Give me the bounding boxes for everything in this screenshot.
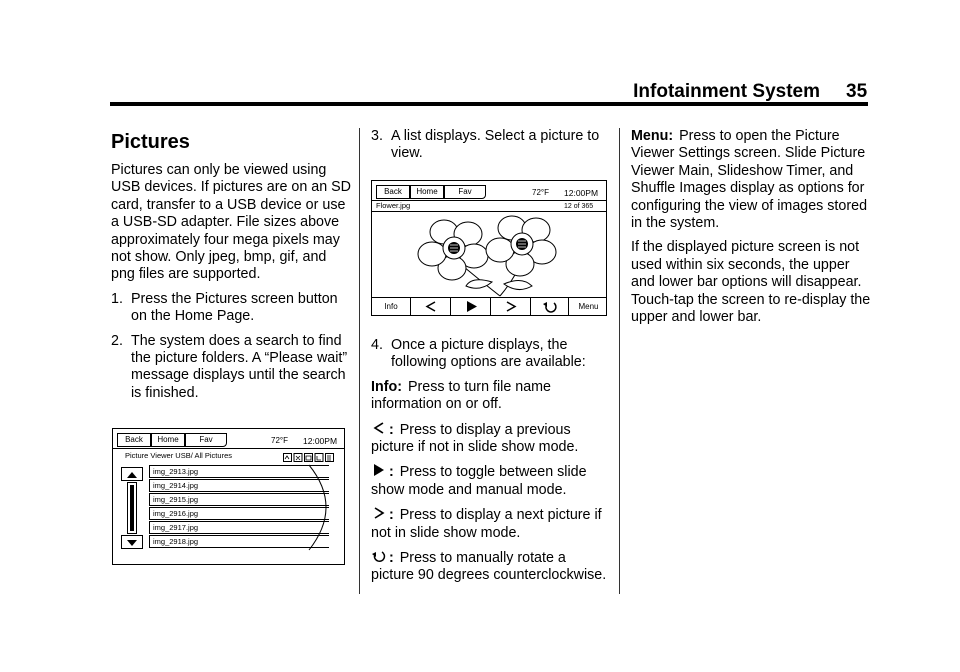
temperature: 72°F [532, 188, 549, 197]
column-2-continued [371, 337, 611, 592]
file-list-item[interactable]: img_2915.jpg [149, 493, 329, 506]
next-icon [491, 298, 531, 315]
step-number: 1. [111, 290, 123, 307]
previous-icon [411, 298, 451, 315]
option-play [371, 463, 611, 499]
play-icon [371, 463, 387, 477]
play-icon [451, 298, 491, 315]
picture-list-screen [112, 428, 345, 565]
info-button[interactable]: Info [384, 302, 398, 311]
icon-colon: : [389, 464, 394, 481]
column-divider-2 [619, 128, 620, 594]
top-bar-divider [113, 448, 344, 449]
option-text: Press to display a next picture if not in slide show mode. [371, 507, 602, 541]
scrollbar-thumb[interactable] [130, 485, 134, 531]
fav-button[interactable]: Fav [444, 185, 486, 199]
step-text: A list displays. Select a picture to view. [391, 128, 600, 162]
menu-button[interactable]: Menu [568, 298, 608, 315]
scroll-up-button[interactable] [121, 467, 143, 481]
next-button[interactable] [490, 298, 530, 315]
step-text: Once a picture displays, the following options are available: [391, 337, 586, 371]
option-text: Press to manually rotate a picture 90 degrees counterclockwise. [371, 550, 607, 584]
scroll-down-button[interactable] [121, 535, 143, 549]
back-button[interactable]: Back [376, 185, 410, 199]
option-text: Press to toggle between slide show mode and manual mode. [371, 464, 587, 498]
file-list-item[interactable]: img_2917.jpg [149, 521, 329, 534]
option-info [371, 379, 611, 414]
step-number: 2. [111, 332, 123, 349]
file-list-item[interactable]: img_2916.jpg [149, 507, 329, 520]
previous-icon [371, 421, 387, 435]
option-menu [631, 128, 871, 232]
option-next [371, 506, 611, 542]
column-1 [111, 128, 351, 409]
page-number: 35 [846, 81, 868, 102]
picture-counter: 12 of 365 [564, 203, 594, 210]
icon-colon: : [389, 507, 394, 524]
closing-paragraph: If the displayed picture screen is not used within six seconds, the upper and lower bar options will disappear. Touch-tap the screen to re-display the upper and lower bar. [631, 239, 871, 326]
previous-button[interactable] [410, 298, 450, 315]
column-divider-1 [359, 128, 360, 594]
next-icon [371, 506, 387, 520]
option-text: Press to open the Picture Viewer Settings screen. Slide Picture Viewer Main, Slideshow Timer, and Shuffle Images display as options for configuring the view of images stored in the system. [631, 128, 868, 232]
status-icons [283, 453, 337, 463]
rotate-icon [371, 549, 387, 563]
step-2 [111, 333, 351, 403]
picture-viewer-screen [371, 180, 607, 316]
option-term: Menu: [631, 128, 674, 144]
folder-path: Picture Viewer USB/ All Pictures [125, 451, 232, 460]
file-list-item[interactable]: img_2914.jpg [149, 479, 329, 492]
clock: 12:00PM [564, 188, 599, 198]
option-term: Info: [371, 378, 402, 395]
bottom-control-bar [372, 297, 606, 315]
step-text: Press the Pictures screen button on the Home Page. [131, 290, 338, 325]
step-1 [111, 291, 351, 326]
running-header-title: Infotainment System [633, 81, 820, 102]
file-list-item[interactable]: img_2913.jpg [149, 465, 329, 478]
option-previous [371, 421, 611, 457]
step-text: The system does a search to find the picture folders. A “Please wait” message displays until the search is finished. [131, 332, 348, 401]
column-2 [371, 128, 611, 170]
rotate-icon [531, 298, 569, 315]
scrollbar-track[interactable] [127, 482, 137, 534]
step-number: 4. [371, 337, 383, 353]
icon-colon: : [389, 421, 394, 438]
header-rule [110, 102, 868, 106]
home-button[interactable]: Home [151, 433, 185, 447]
arrow-down-icon [122, 537, 142, 549]
rotate-button[interactable] [530, 298, 568, 315]
option-text: Press to turn file name information on or off. [371, 378, 552, 413]
step-4 [371, 337, 611, 372]
clock: 12:00PM [303, 436, 338, 446]
option-rotate [371, 549, 611, 585]
intro-paragraph: Pictures can only be viewed using USB devices. If pictures are on an SD card, transfer to a USB device or use a USB-SD adapter. File sizes above approximately four mega pixels may not show. Only jpeg, bmp, gif, and png files are supported. [111, 162, 351, 283]
step-3 [371, 128, 611, 163]
home-button[interactable]: Home [410, 185, 444, 199]
file-name: Flower.jpg [376, 201, 411, 210]
flower-picture [372, 212, 608, 298]
option-text: Press to display a previous picture if not in slide show mode. [371, 421, 579, 456]
icon-colon: : [389, 550, 394, 567]
back-button[interactable]: Back [117, 433, 151, 447]
device-status-icons [283, 450, 337, 460]
temperature: 72°F [271, 436, 288, 445]
fav-button[interactable]: Fav [185, 433, 227, 447]
arrow-up-icon [122, 469, 142, 481]
play-pause-button[interactable] [450, 298, 490, 315]
section-title: Pictures [111, 131, 190, 153]
file-list-item[interactable]: img_2918.jpg [149, 535, 329, 548]
column-3 [631, 128, 871, 333]
step-number: 3. [371, 128, 383, 144]
